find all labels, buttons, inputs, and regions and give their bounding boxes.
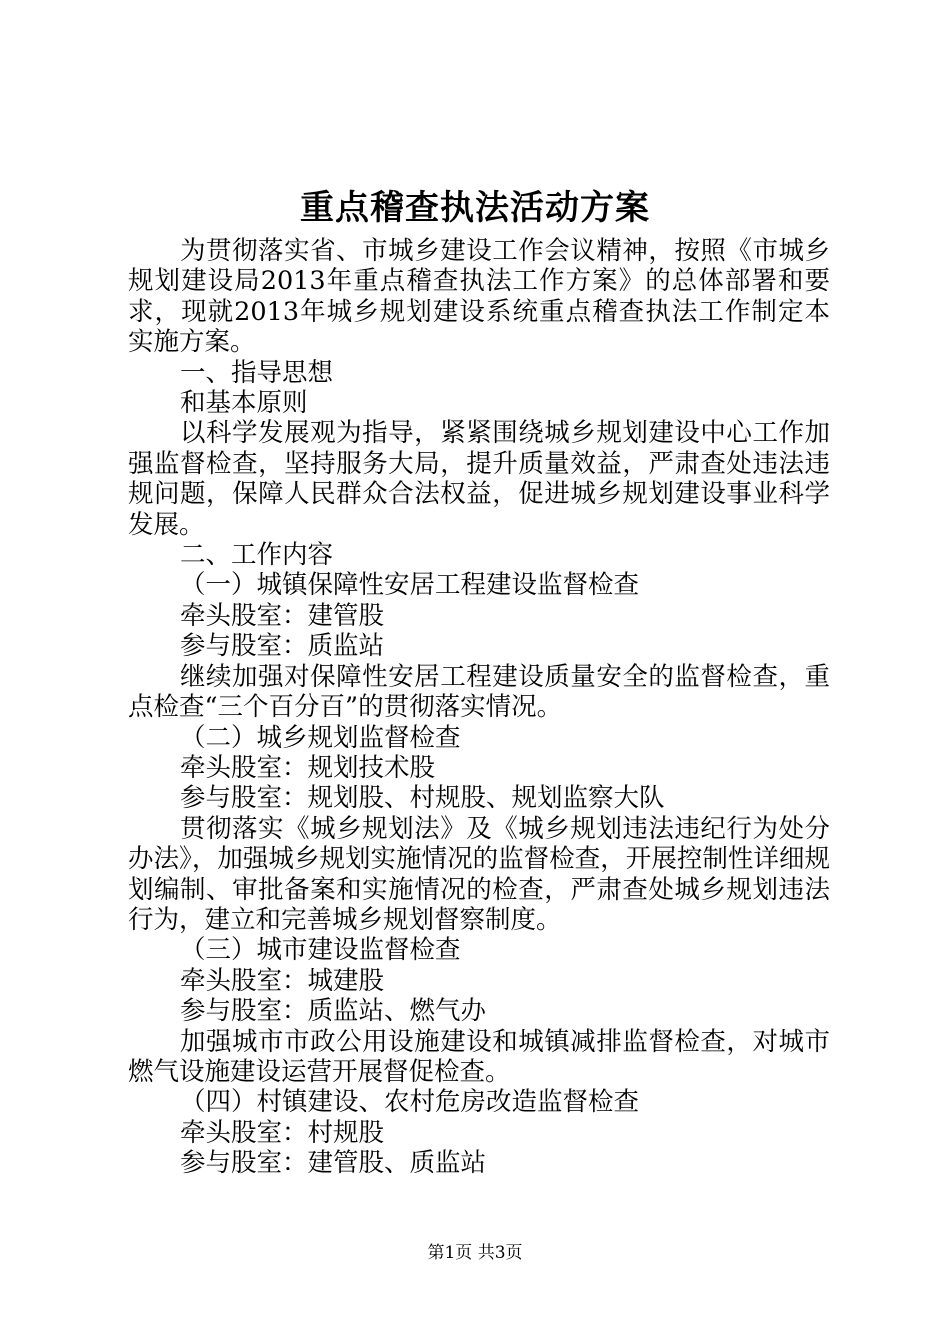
section-heading-basic-principles: 和基本原则: [180, 388, 308, 419]
subsection-body-1: 继续加强对保障性安居工程建设质量安全的监督检查，重点检查“三个百分百”的贯彻落实情况。: [128, 661, 830, 723]
subsection-heading-2: （二）城乡规划监督检查: [180, 722, 461, 753]
participating-office-1: 参与股室：质监站: [180, 631, 385, 662]
document-title: 重点稽查执法活动方案: [300, 188, 650, 228]
intro-paragraph: 为贯彻落实省、市城乡建设工作会议精神，按照《市城乡规划建设局2013年重点稽查执法工作方案》的总体部署和要求，现就2013年城乡规划建设系统重点稽查执法工作制定本实施方案。: [128, 236, 830, 358]
guiding-thought-paragraph: 以科学发展观为指导，紧紧围绕城乡规划建设中心工作加强监督检查，坚持服务大局，提升质量效益，严肃查处违法违规问题，保障人民群众合法权益，促进城乡规划建设事业科学发展。: [128, 418, 830, 540]
section-heading-work-content: 二、工作内容: [180, 540, 334, 571]
lead-office-4: 牵头股室：村规股: [180, 1117, 385, 1148]
lead-office-3: 牵头股室：城建股: [180, 965, 385, 996]
lead-office-1: 牵头股室：建管股: [180, 600, 385, 631]
subsection-heading-4: （四）村镇建设、农村危房改造监督检查: [180, 1087, 640, 1118]
subsection-body-2: 贯彻落实《城乡规划法》及《城乡规划违法违纪行为处分办法》，加强城乡规划实施情况的监督检查，开展控制性详细规划编制、审批备案和实施情况的检查，严肃查处城乡规划违法行为，建立和完善城乡规划督察制度。: [128, 813, 830, 935]
section-heading-guiding-thought: 一、指导思想: [180, 357, 334, 388]
lead-office-2: 牵头股室：规划技术股: [180, 752, 436, 783]
participating-office-2: 参与股室：规划股、村规股、规划监察大队: [180, 783, 665, 814]
page-number-footer: 第1页 共3页: [427, 1243, 523, 1263]
subsection-body-3: 加强城市市政公用设施建设和城镇减排监督检查，对城市燃气设施建设运营开展督促检查。: [128, 1026, 830, 1087]
subsection-heading-1: （一）城镇保障性安居工程建设监督检查: [180, 570, 640, 601]
participating-office-4: 参与股室：建管股、质监站: [180, 1148, 487, 1179]
participating-office-3: 参与股室：质监站、燃气办: [180, 996, 487, 1027]
subsection-heading-3: （三）城市建设监督检查: [180, 935, 461, 966]
document-body: [128, 236, 830, 1179]
